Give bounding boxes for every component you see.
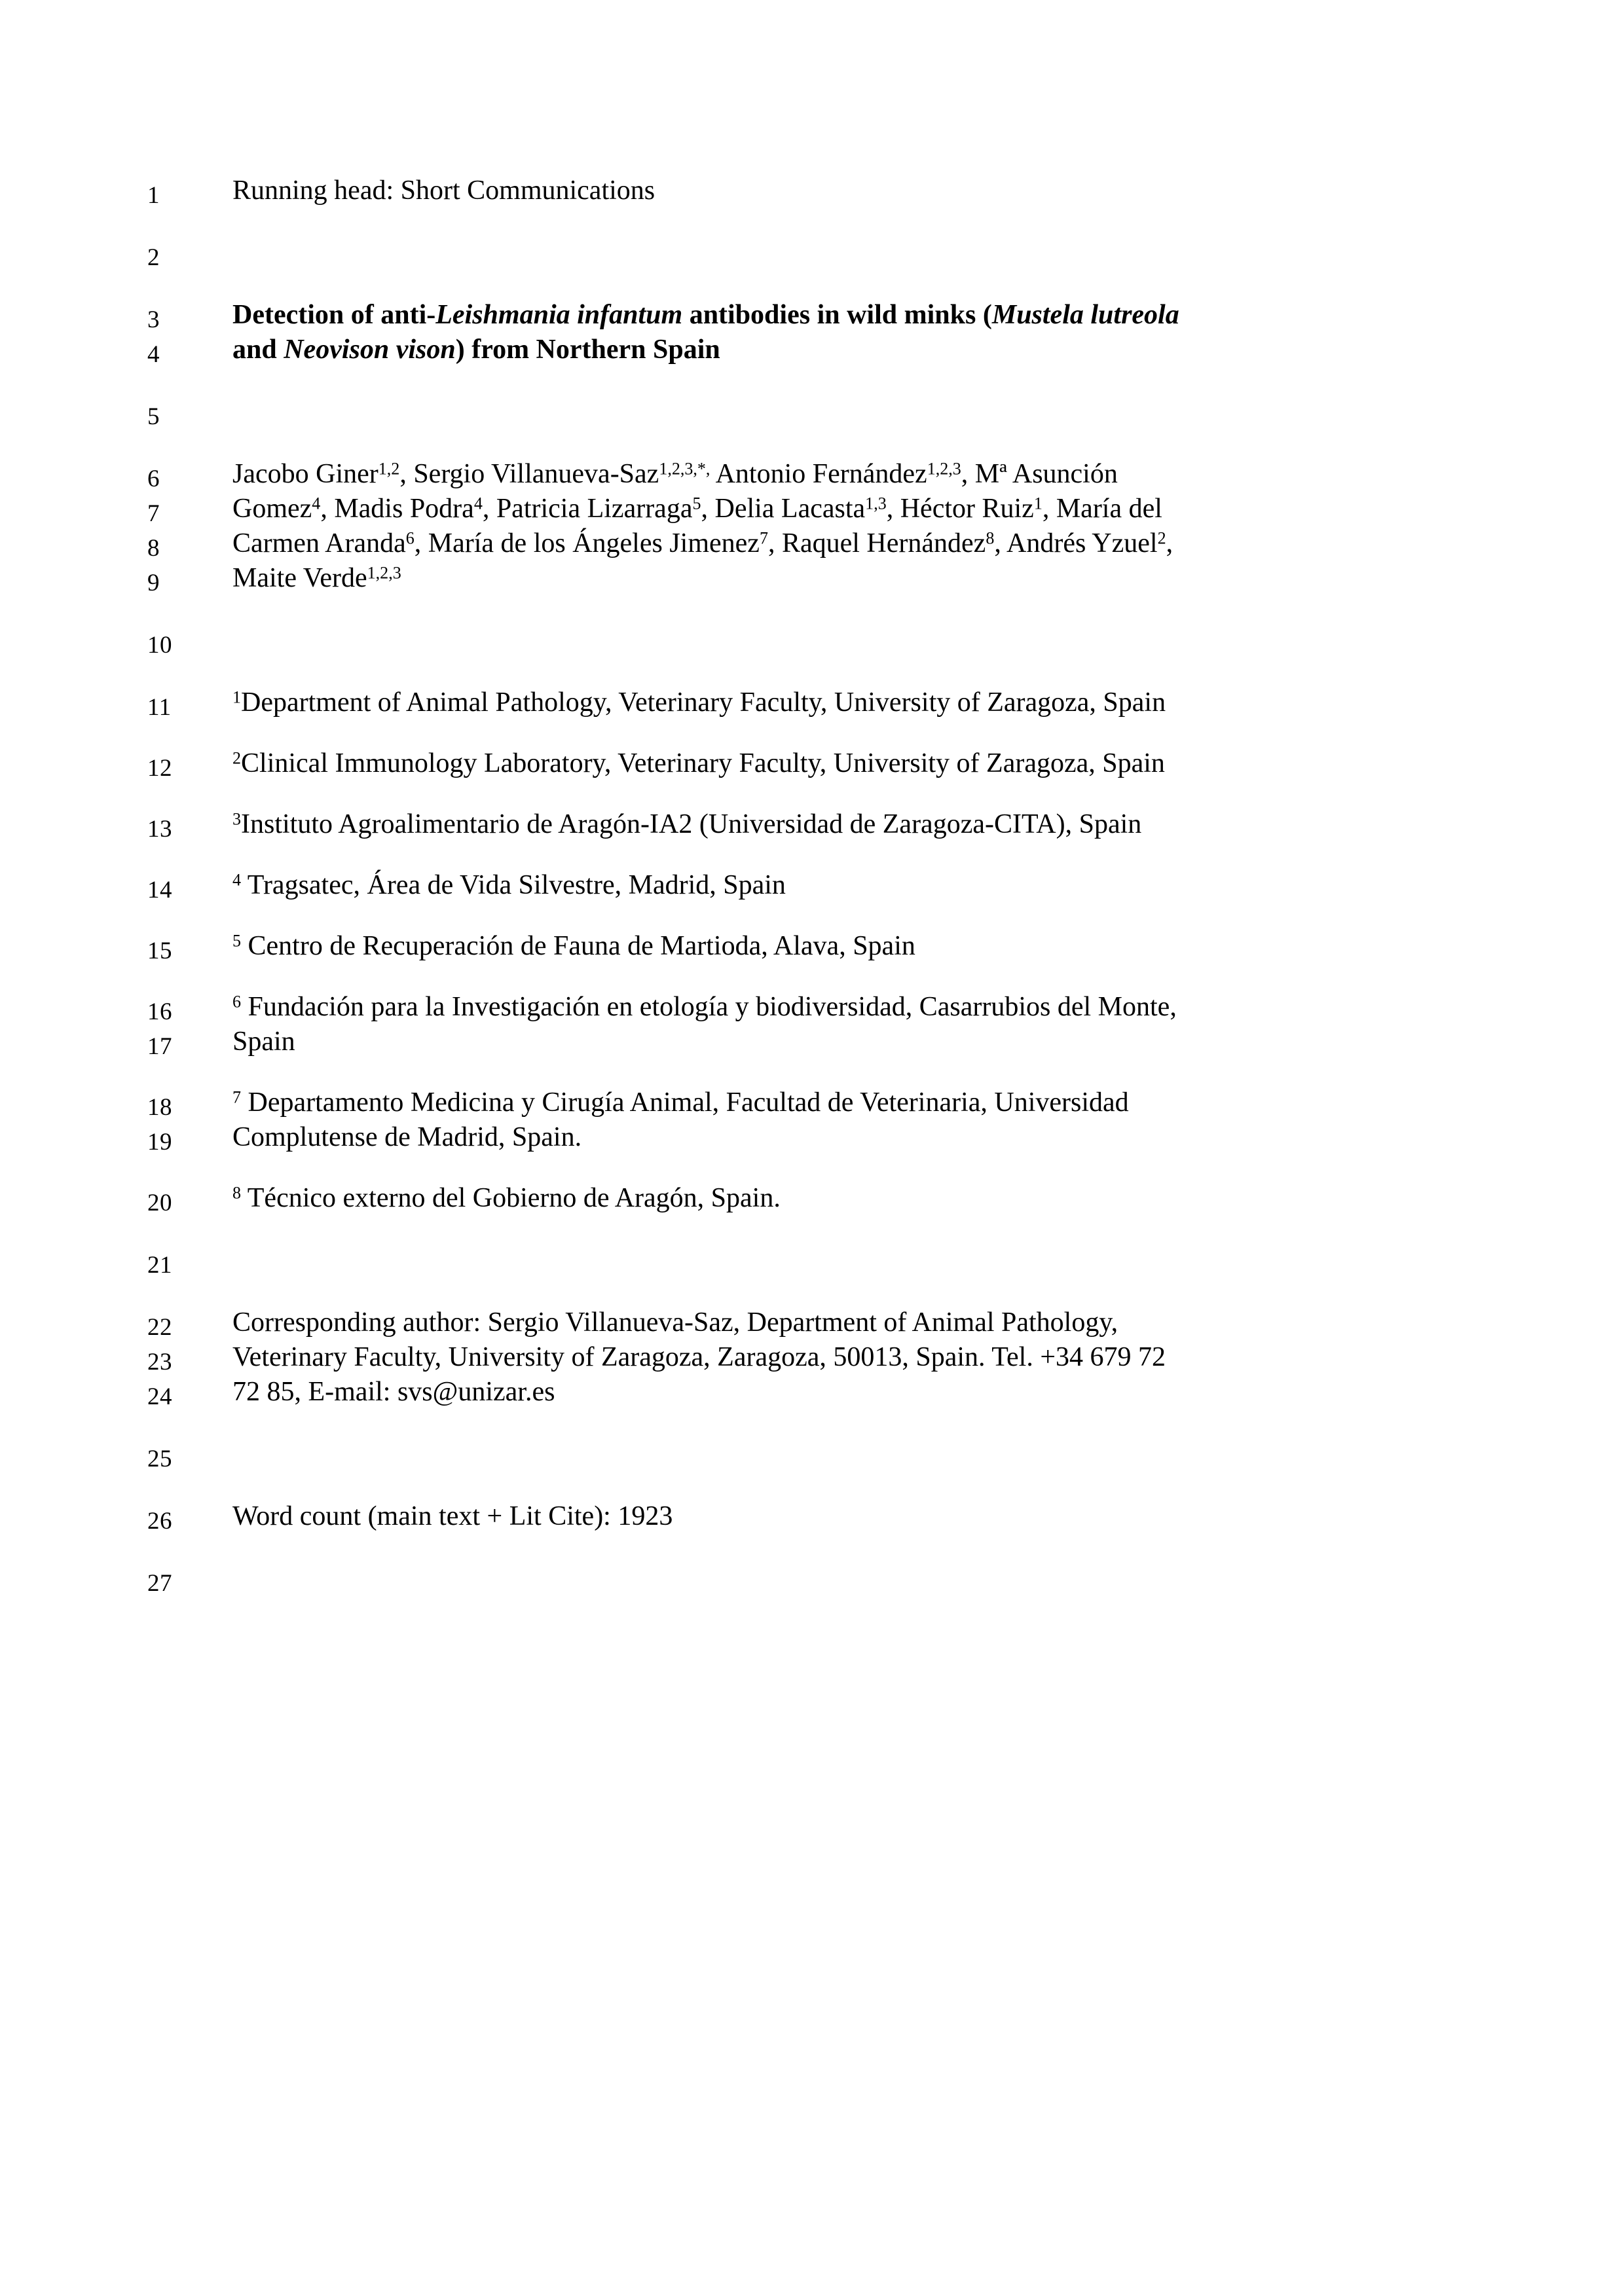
line-number: 6 — [147, 465, 160, 492]
title-species-neovison: Neovison vison — [284, 335, 456, 365]
spacer — [0, 720, 1624, 750]
line-number: 20 — [147, 1190, 172, 1216]
affiliation-space — [241, 1087, 248, 1118]
corresponding-author-line-1: Corresponding author: Sergio Villanueva-Saz, Department of Animal Pathology, — [232, 1307, 1118, 1338]
affiliation-marker: 6 — [232, 992, 242, 1011]
affiliation-7-continued: Complutense de Madrid, Spain. — [232, 1122, 582, 1152]
text-line-blank — [0, 398, 1624, 429]
author-affil-marker: 1,2,3 — [927, 459, 961, 479]
line-number: 27 — [147, 1570, 172, 1597]
text-line — [0, 1123, 1624, 1154]
author-name: Gomez — [232, 494, 312, 524]
line-number: 7 — [147, 500, 160, 527]
line-number: 24 — [147, 1383, 172, 1410]
author-affil-marker: 1,2,3 — [367, 563, 401, 583]
text-line-blank — [0, 1565, 1624, 1595]
text-line — [0, 871, 1624, 902]
blank-line — [232, 1440, 1624, 1468]
affiliation-text: Fundación para la Investigación en etología y biodiversidad, Casarrubios del Monte, — [248, 992, 1177, 1022]
author-name: , Mª Asunción — [961, 459, 1118, 489]
author-list-line-1 — [232, 460, 1624, 488]
corresponding-author-email-line: 72 85, E-mail: svs@unizar.es — [232, 1377, 555, 1407]
text-line — [0, 1184, 1624, 1215]
affiliation-1 — [232, 689, 1624, 716]
blank-line — [232, 1247, 1624, 1274]
blank-line — [232, 398, 1624, 426]
author-name: , Andrés Yzuel — [994, 528, 1158, 558]
affiliation-6 — [232, 993, 1624, 1021]
spacer — [0, 1154, 1624, 1184]
spacer — [0, 1471, 1624, 1503]
author-name: , Patricia Lizarraga — [482, 494, 693, 524]
line-number: 15 — [147, 938, 172, 964]
affiliation-space — [241, 1183, 248, 1213]
paper-title-line-2 — [232, 336, 1624, 363]
spacer — [0, 1533, 1624, 1565]
affiliation-marker: 2 — [232, 748, 242, 768]
spacer — [0, 1277, 1624, 1309]
affiliation-marker: 8 — [232, 1183, 242, 1203]
author-name: , María de los Ángeles Jimenez — [414, 528, 760, 558]
line-number: 21 — [147, 1252, 172, 1279]
author-affil-marker: 2 — [1157, 528, 1166, 548]
line-number: 9 — [147, 570, 160, 596]
title-text-plain-4: ) from Northern Spain — [455, 335, 720, 365]
text-line — [0, 460, 1624, 491]
title-species-leishmania: Leishmania infantum — [435, 300, 683, 330]
affiliation-7 — [232, 1089, 1624, 1116]
text-line — [0, 932, 1624, 963]
affiliation-marker: 5 — [232, 931, 242, 951]
affiliation-text: Clinical Immunology Laboratory, Veterinary Faculty, University of Zaragoza, Spain — [241, 748, 1165, 778]
line-number: 12 — [147, 755, 172, 782]
affiliation-text: Tragsatec, Área de Vida Silvestre, Madrid, Spain — [247, 870, 786, 900]
author-list-line-3 — [232, 530, 1624, 557]
author-affil-marker: 4 — [473, 494, 483, 513]
author-name: Antonio Fernández — [710, 459, 927, 489]
affiliation-text: Técnico externo del Gobierno de Aragón, Spain. — [247, 1183, 781, 1213]
line-number: 22 — [147, 1314, 172, 1341]
affiliation-space — [241, 931, 248, 961]
spacer — [0, 208, 1624, 239]
title-species-mustela: Mustela lutreola — [991, 300, 1179, 330]
line-number: 5 — [147, 403, 160, 430]
text-line — [0, 993, 1624, 1024]
author-affil-marker: 1,2 — [378, 459, 400, 479]
text-line — [0, 495, 1624, 526]
spacer — [0, 367, 1624, 398]
affiliation-text: Departamento Medicina y Cirugía Animal, Facultad de Veterinaria, Universidad — [248, 1087, 1129, 1118]
author-name: , Sergio Villanueva-Saz — [399, 459, 659, 489]
affiliation-marker: 3 — [232, 809, 242, 829]
author-name: Carmen Aranda — [232, 528, 406, 558]
spacer — [0, 902, 1624, 932]
line-number: 14 — [147, 877, 172, 903]
text-line-blank — [0, 239, 1624, 270]
text-line — [0, 1309, 1624, 1339]
line-number: 13 — [147, 816, 172, 843]
line-number: 26 — [147, 1508, 172, 1535]
blank-line — [232, 1565, 1624, 1592]
line-number: 19 — [147, 1129, 172, 1156]
paper-title-line-1 — [232, 301, 1624, 329]
text-line — [0, 564, 1624, 595]
affiliation-marker: 4 — [232, 870, 242, 890]
line-number: 11 — [147, 694, 172, 721]
spacer — [0, 270, 1624, 301]
author-affil-marker: 8 — [986, 528, 995, 548]
affiliation-2 — [232, 750, 1624, 777]
spacer — [0, 1409, 1624, 1440]
text-line — [0, 1028, 1624, 1059]
affiliation-space — [241, 992, 248, 1022]
text-line — [0, 1503, 1624, 1533]
affiliation-space — [241, 870, 248, 900]
affiliation-marker: 1 — [232, 687, 242, 707]
spacer — [0, 429, 1624, 460]
text-line-blank — [0, 1440, 1624, 1471]
spacer — [0, 1215, 1624, 1247]
text-line — [0, 301, 1624, 332]
author-name: , Madis Podra — [320, 494, 474, 524]
line-number: 10 — [147, 632, 172, 659]
blank-line — [232, 627, 1624, 654]
spacer — [0, 657, 1624, 689]
author-name: , Raquel Hernández — [767, 528, 986, 558]
text-line-blank — [0, 627, 1624, 657]
author-name: , Héctor Ruiz — [886, 494, 1034, 524]
affiliation-text: Instituto Agroalimentario de Aragón-IA2 (Universidad de Zaragoza-CITA), Spain — [241, 809, 1142, 839]
affiliation-3 — [232, 811, 1624, 838]
spacer — [0, 841, 1624, 871]
line-number: 8 — [147, 535, 160, 562]
author-name: Maite Verde — [232, 563, 367, 593]
title-text-plain-3: and — [232, 335, 284, 365]
title-text-plain-2: antibodies in wild minks ( — [682, 300, 992, 330]
affiliation-5 — [232, 932, 1624, 960]
spacer — [0, 595, 1624, 627]
line-number: 4 — [147, 341, 160, 368]
line-number: 1 — [147, 182, 160, 209]
spacer — [0, 1059, 1624, 1089]
manuscript-body — [0, 177, 1624, 1595]
author-name: Jacobo Giner — [232, 459, 378, 489]
affiliation-marker: 7 — [232, 1087, 242, 1107]
line-number: 25 — [147, 1446, 172, 1472]
text-line — [0, 1378, 1624, 1409]
text-line — [0, 750, 1624, 780]
author-name: , Delia Lacasta — [701, 494, 866, 524]
author-list-line-2 — [232, 495, 1624, 522]
author-affil-marker: 5 — [692, 494, 701, 513]
corresponding-author-line-2: Veterinary Faculty, University of Zaragoza, Zaragoza, 50013, Spain. Tel. +34 679 72 — [232, 1342, 1166, 1372]
spacer — [0, 963, 1624, 993]
text-line-blank — [0, 1247, 1624, 1277]
line-number: 3 — [147, 306, 160, 333]
affiliation-6-continued: Spain — [232, 1027, 295, 1057]
title-text-plain-1: Detection of anti- — [232, 300, 436, 330]
affiliation-4 — [232, 871, 1624, 899]
affiliation-text: Department of Animal Pathology, Veterinary Faculty, University of Zaragoza, Spain — [241, 687, 1166, 718]
author-affil-marker: 1 — [1033, 494, 1043, 513]
line-number: 16 — [147, 998, 172, 1025]
line-number: 17 — [147, 1033, 172, 1060]
text-line — [0, 177, 1624, 208]
affiliation-text: Centro de Recuperación de Fauna de Martioda, Alava, Spain — [248, 931, 915, 961]
author-list-line-4 — [232, 564, 1624, 592]
text-line — [0, 530, 1624, 560]
author-affil-marker: 7 — [759, 528, 768, 548]
text-line — [0, 689, 1624, 720]
author-affil-marker: 1,3 — [865, 494, 887, 513]
text-line — [0, 1343, 1624, 1374]
blank-line — [232, 239, 1624, 266]
spacer — [0, 780, 1624, 811]
affiliation-8 — [232, 1184, 1624, 1212]
author-affil-marker: 1,2,3,*, — [659, 459, 710, 479]
author-affil-marker: 6 — [405, 528, 415, 548]
line-number: 18 — [147, 1094, 172, 1121]
text-line — [0, 336, 1624, 367]
line-number: 23 — [147, 1349, 172, 1376]
word-count-line: Word count (main text + Lit Cite): 1923 — [232, 1501, 673, 1531]
author-name: , María del — [1042, 494, 1162, 524]
text-line — [0, 1089, 1624, 1120]
author-name: , — [1166, 528, 1173, 558]
author-affil-marker: 4 — [312, 494, 321, 513]
line-number: 2 — [147, 244, 160, 271]
text-line — [0, 811, 1624, 841]
running-head: Running head: Short Communications — [232, 175, 655, 206]
